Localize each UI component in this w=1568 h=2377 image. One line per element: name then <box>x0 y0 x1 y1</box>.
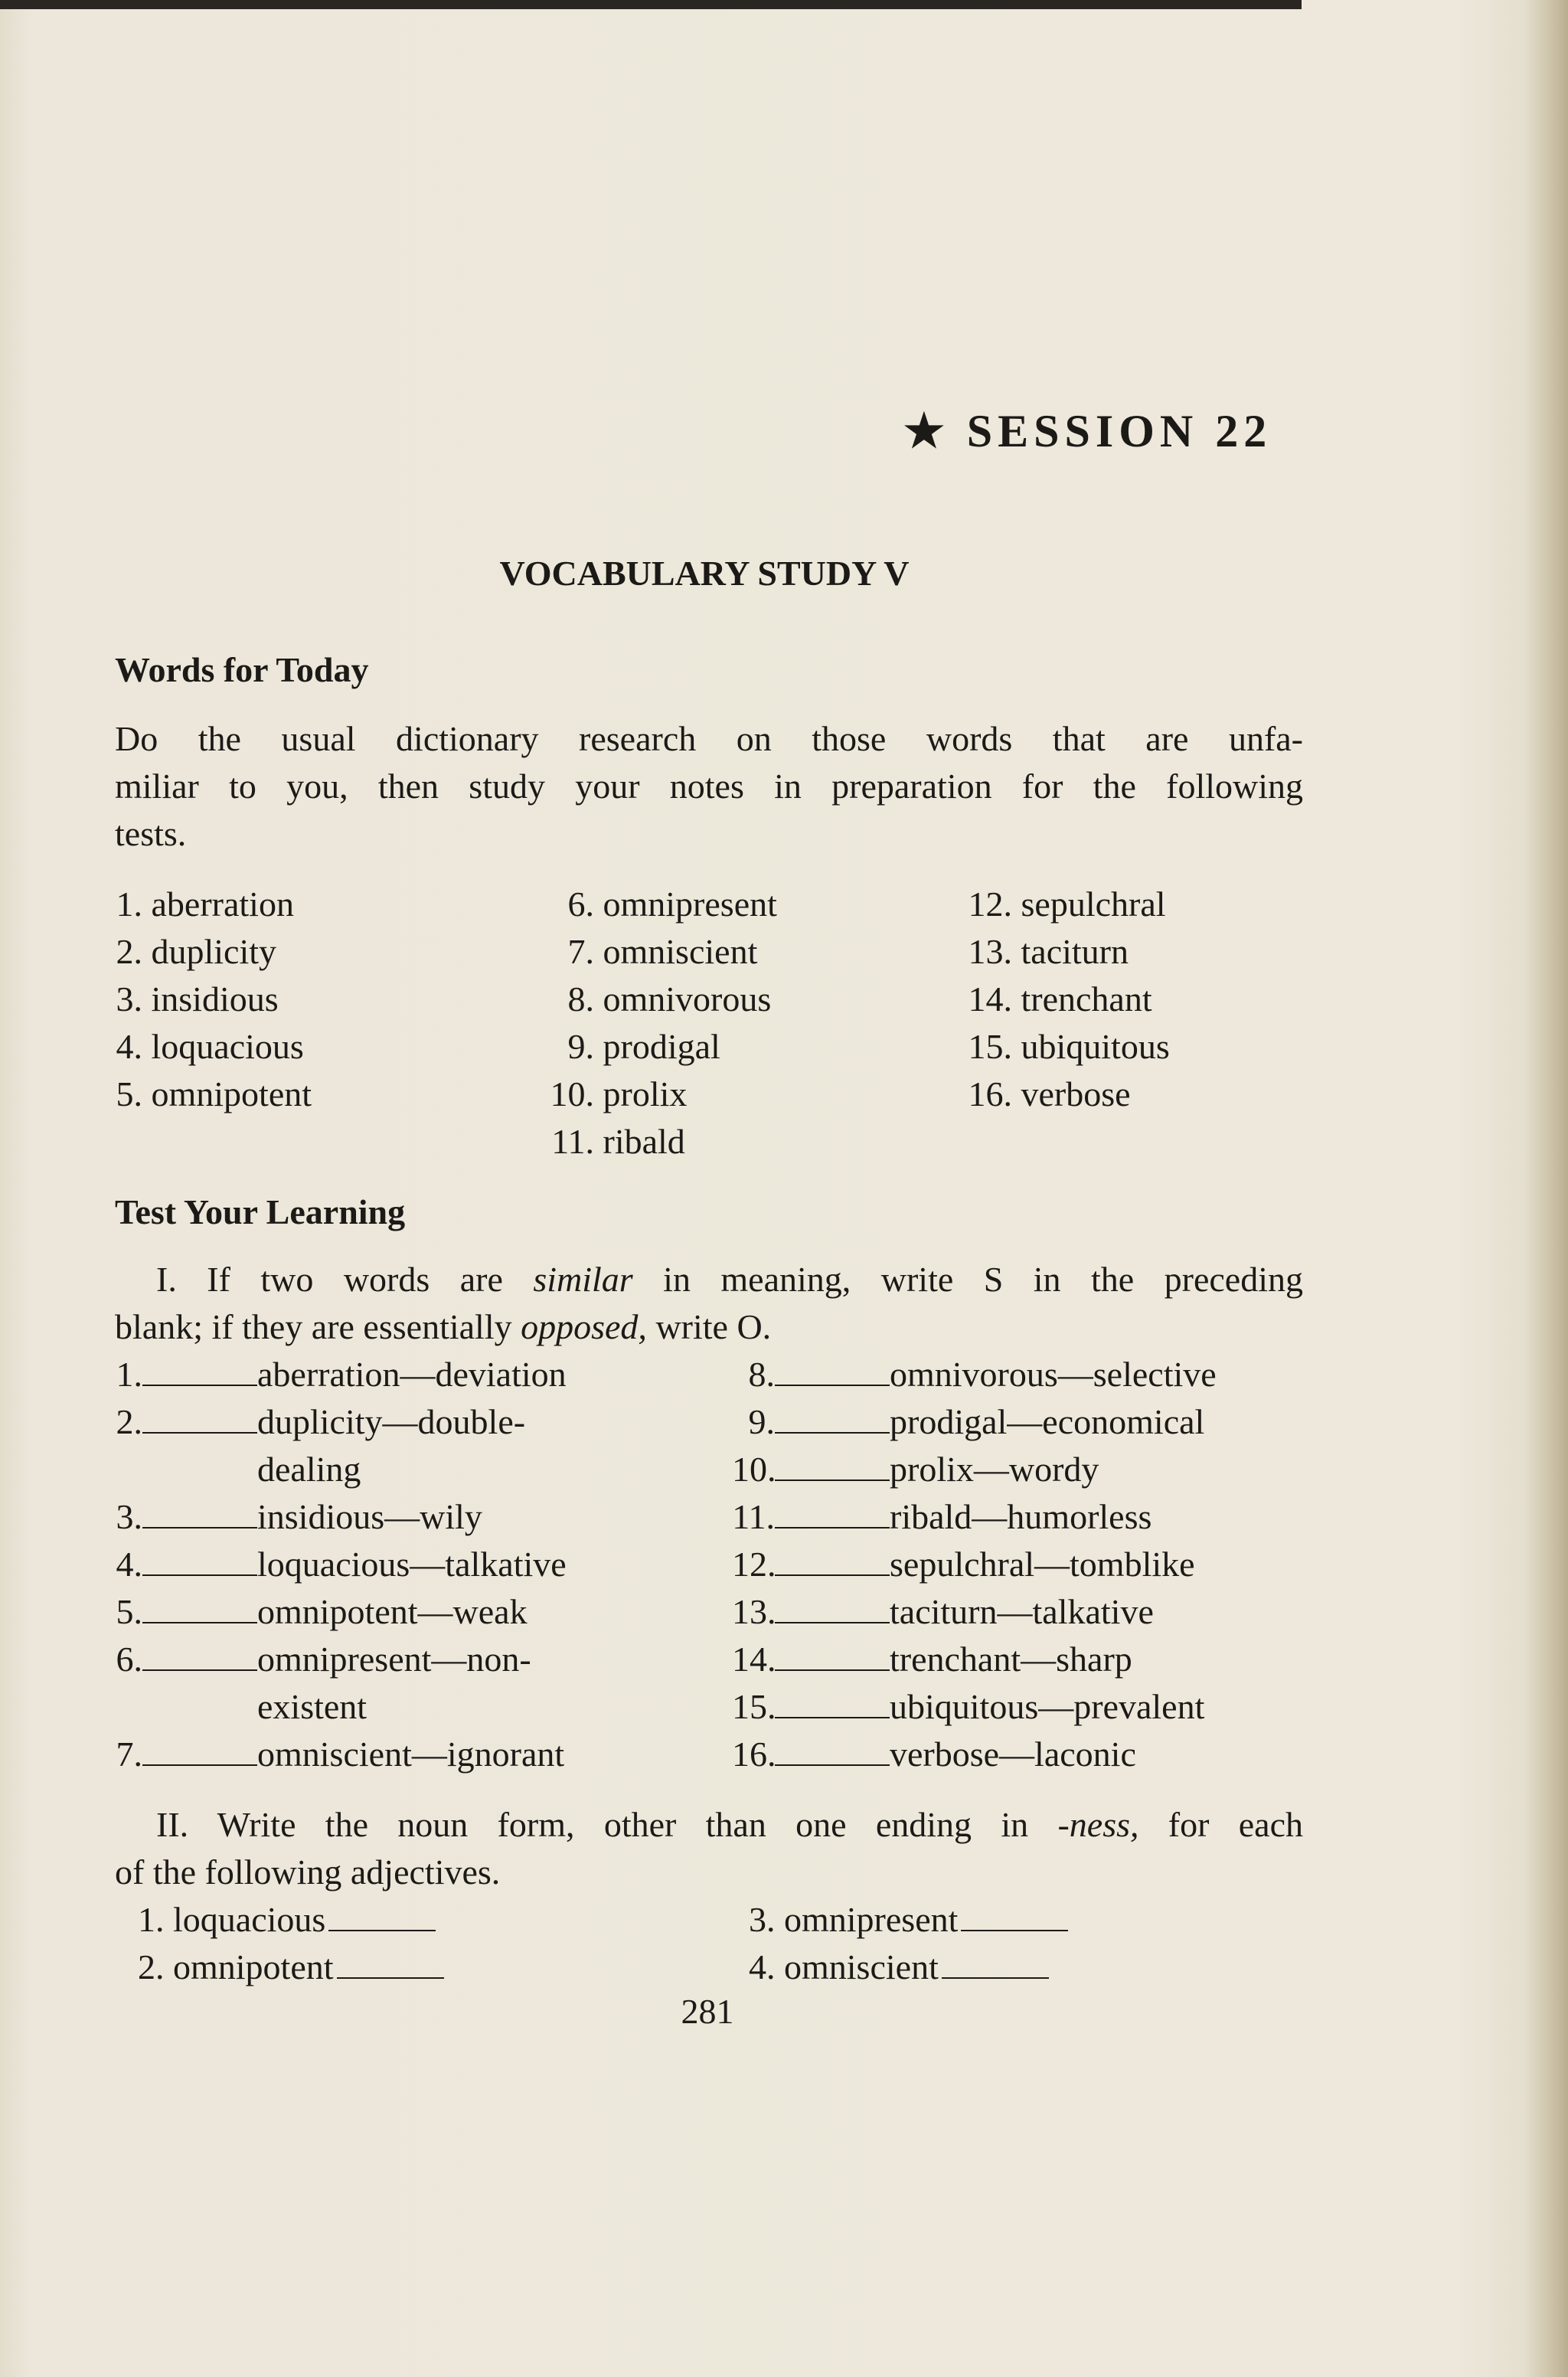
test-row: 16. verbose—laconic <box>732 1735 1136 1774</box>
test-row: 14. trenchant—sharp <box>732 1640 1132 1679</box>
test-row: 5. omnipotent—weak <box>116 1592 528 1631</box>
answer-blank[interactable] <box>775 1449 890 1481</box>
list-item: 11. ribald <box>551 1122 685 1161</box>
test1-left-column <box>115 1351 567 1778</box>
word-list-col3 <box>966 881 1170 1118</box>
test-row: 1. aberration—deviation <box>116 1355 567 1394</box>
list-item: 8. omnivorous <box>567 979 772 1018</box>
list-item: 3. insidious <box>116 979 279 1018</box>
answer-blank[interactable] <box>775 1734 890 1766</box>
answer-blank[interactable] <box>775 1354 890 1386</box>
answer-blank[interactable] <box>775 1401 890 1434</box>
list-item: 12. sepulchral <box>968 884 1166 924</box>
test-row: 2. omnipotent <box>138 1944 444 1991</box>
test-row: 3. omnipresent <box>749 1896 1068 1944</box>
test2-instructions <box>115 1801 1303 1896</box>
list-item: 4. loquacious <box>116 1027 304 1066</box>
test-row: 2. duplicity—double- <box>116 1402 526 1441</box>
test-row: 3. insidious—wily <box>116 1497 482 1536</box>
answer-blank[interactable] <box>775 1639 890 1671</box>
answer-blank[interactable] <box>142 1544 257 1576</box>
answer-blank[interactable] <box>942 1954 1049 1979</box>
test-row: 11. ribald—humorless <box>732 1497 1152 1536</box>
test-row: 4. loquacious—talkative <box>116 1545 567 1584</box>
intro-line: tests. <box>115 814 187 853</box>
test-row: 15. ubiquitous—prevalent <box>732 1687 1205 1726</box>
test1-right-column <box>732 1351 1217 1778</box>
test-row: 6. omnipresent—non- <box>116 1640 531 1679</box>
list-item: 6. omnipresent <box>567 884 777 924</box>
test-row: 8. omnivorous—selective <box>748 1355 1217 1394</box>
list-item: 9. prodigal <box>567 1027 720 1066</box>
list-item: 14. trenchant <box>968 979 1152 1018</box>
instruction-line: blank; if they are essentially opposed, write O. <box>115 1307 772 1346</box>
answer-blank[interactable] <box>142 1401 257 1434</box>
test-row: 13. taciturn—talkative <box>732 1592 1154 1631</box>
words-heading: Words for Today <box>115 650 369 689</box>
page-title: VOCABULARY STUDY V <box>499 554 910 593</box>
list-item: 15. ubiquitous <box>968 1027 1170 1066</box>
answer-blank[interactable] <box>328 1907 436 1931</box>
test-row-continuation: dealing <box>257 1450 361 1489</box>
list-item: 16. verbose <box>968 1074 1131 1113</box>
list-item: 2. duplicity <box>116 932 277 971</box>
instruction-line: of the following adjectives. <box>115 1852 501 1891</box>
scan-edge <box>0 0 1302 9</box>
test2-right-column <box>749 1896 1068 1991</box>
session-heading: ★ SESSION 22 <box>903 406 1272 456</box>
intro-paragraph <box>115 715 1303 858</box>
instruction-line: I. If two words are similar in meaning, write S in the preceding <box>156 1260 1303 1299</box>
answer-blank[interactable] <box>775 1591 890 1623</box>
answer-blank[interactable] <box>142 1591 257 1623</box>
page-number: 281 <box>681 1992 734 2031</box>
intro-line: miliar to you, then study your notes in preparation for the following <box>115 767 1303 806</box>
answer-blank[interactable] <box>961 1907 1068 1931</box>
answer-blank[interactable] <box>775 1686 890 1718</box>
test-row: 4. omniscient <box>749 1944 1068 1991</box>
answer-blank[interactable] <box>142 1354 257 1386</box>
answer-blank[interactable] <box>142 1496 257 1529</box>
intro-line: Do the usual dictionary research on those words that are unfa- <box>115 719 1303 758</box>
test2-left-column <box>138 1896 444 1991</box>
test-row: 10. prolix—wordy <box>732 1450 1099 1489</box>
list-item: 13. taciturn <box>968 932 1129 971</box>
list-item: 7. omniscient <box>567 932 758 971</box>
test-row-continuation: existent <box>257 1687 368 1726</box>
answer-blank[interactable] <box>775 1496 890 1529</box>
answer-blank[interactable] <box>775 1544 890 1576</box>
test-row: 7. omniscient—ignorant <box>116 1735 565 1774</box>
test-row: 12. sepulchral—tomblike <box>732 1545 1195 1584</box>
test1-instructions <box>115 1256 1303 1351</box>
test-heading: Test Your Learning <box>115 1192 406 1231</box>
answer-blank[interactable] <box>142 1639 257 1671</box>
word-list-col2 <box>536 881 777 1166</box>
test-row: 1. loquacious <box>138 1896 444 1944</box>
answer-blank[interactable] <box>337 1954 444 1979</box>
instruction-line: II. Write the noun form, other than one ending in -ness, for each <box>156 1805 1303 1844</box>
list-item: 1. aberration <box>116 884 294 924</box>
list-item: 5. omnipotent <box>116 1074 312 1113</box>
answer-blank[interactable] <box>142 1734 257 1766</box>
list-item: 10. prolix <box>550 1074 688 1113</box>
word-list-col1 <box>115 881 312 1118</box>
test-row: 9. prodigal—economical <box>748 1402 1205 1441</box>
